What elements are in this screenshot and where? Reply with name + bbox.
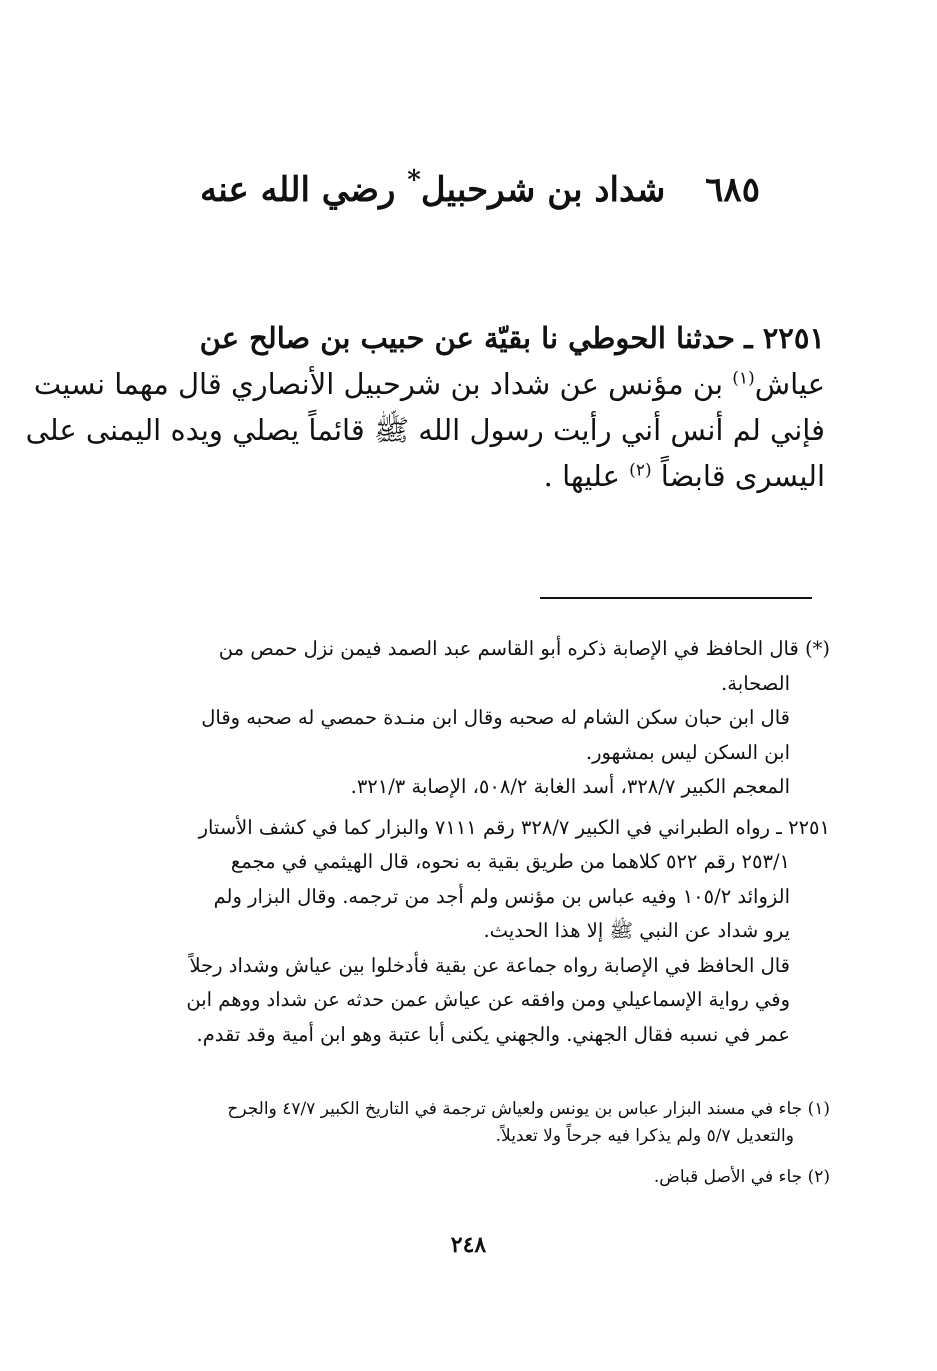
footnote-separator bbox=[540, 597, 812, 599]
chapter-title: شداد بن شرحبيل bbox=[420, 170, 666, 210]
footnote-2-line: (٢) جاء في الأصل قباض. bbox=[653, 1167, 830, 1187]
star-note-line: الصحابة. bbox=[721, 671, 790, 695]
footnote-1-marker: (١) bbox=[732, 368, 755, 389]
hadith-note-line: يرو شداد عن النبي ﷺ إلا هذا الحديث. bbox=[483, 919, 790, 942]
hadith-line-4 bbox=[140, 453, 825, 499]
hadith-note-line: قال الحافظ في الإصابة رواه جماعة عن بقية فأدخلوا بين عياش وشداد رجلاً bbox=[189, 953, 790, 977]
hadith-line-1-text: حدثنا الحوطي نا بقيّة عن حبيب بن صالح عن bbox=[199, 321, 735, 355]
chapter-honorific: رضي الله عنه bbox=[200, 170, 396, 210]
numbered-footnotes bbox=[140, 1096, 830, 1191]
star-note-line: (*) قال الحافظ في الإصابة ذكره أبو القاسم عبد الصمد فيمن نزل حمص من bbox=[218, 637, 830, 660]
hadith-note-line: ٢٢٥١ ـ رواه الطبراني في الكبير ٣٢٨/٧ رقم ٧١١١ والبزار كما في كشف الأستار bbox=[198, 815, 830, 839]
page-number: ٢٤٨ bbox=[450, 1232, 487, 1258]
footnote-1-line: والتعديل ٥/٧ ولم يذكرا فيه جرحاً ولا تعديلاً. bbox=[495, 1126, 794, 1146]
hadith-line-3: فإني لم أنس أني رأيت رسول الله ﷺ قائماً يصلي ويده اليمنى على bbox=[25, 413, 825, 447]
star-note-line: قال ابن حبان سكن الشام له صحبه وقال ابن منـدة حمصي له صحبه وقال bbox=[201, 706, 790, 729]
hadith-line-4-start: اليسرى قابضاً bbox=[651, 459, 825, 493]
hadith-line-1 bbox=[140, 315, 825, 361]
hadith-number: ٢٢٥١ ـ bbox=[744, 321, 825, 355]
hadith-note-line: وفي رواية الإسماعيلي ومن وافقه عن عياش عمن حدثه عن شداد ووهم ابن bbox=[186, 988, 790, 1011]
hadith-text bbox=[25, 315, 825, 499]
footnote-1-line: (١) جاء في مسند البزار عباس بن يونس ولعياش ترجمة في التاريخ الكبير ٤٧/٧ والجرح bbox=[227, 1099, 830, 1119]
hadith-line-2 bbox=[33, 361, 825, 407]
star-note-line: المعجم الكبير ٣٢٨/٧، أسد الغابة ٥٠٨/٢، الإصابة ٣٢١/٣. bbox=[350, 775, 790, 798]
chapter-number: ٦٨٥ bbox=[705, 170, 760, 210]
hadith-line-2-start: عياش bbox=[754, 367, 825, 401]
footnote-2-marker: (٢) bbox=[629, 460, 652, 481]
hadith-line-4-end: عليها . bbox=[543, 459, 630, 493]
hadith-note-line: الزوائد ١٠٥/٢ وفيه عباس بن مؤنس ولم أجد من ترجمه. وقال البزار ولم bbox=[213, 884, 790, 908]
star-note-line: ابن السكن ليس بمشهور. bbox=[585, 740, 790, 764]
hadith-note-line: عمر في نسبه فقال الجهني. والجهني يكنى أبا عتبة وهو ابن أمية وقد تقدم. bbox=[196, 1022, 790, 1046]
hadith-note-line: ٢٥٣/١ رقم ٥٢٢ كلاهما من طريق بقية به نحوه، قال الهيثمي في مجمع bbox=[230, 850, 790, 873]
chapter-heading bbox=[140, 160, 820, 220]
hadith-line-2-end: بن مؤنس عن شداد بن شرحبيل الأنصاري قال مهما نسيت bbox=[33, 367, 733, 401]
heading-star-marker: * bbox=[407, 165, 421, 196]
footnotes bbox=[140, 632, 830, 1052]
